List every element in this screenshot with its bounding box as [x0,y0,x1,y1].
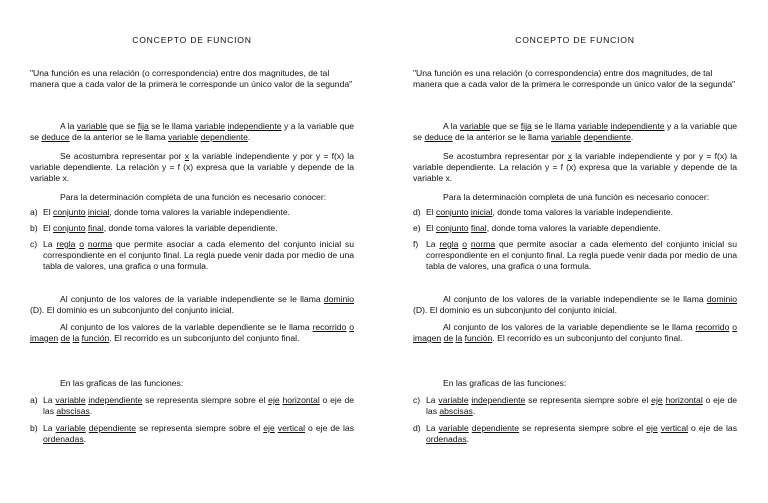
paragraph-recorrido [413,322,737,344]
paragraph-text: Al conjunto de los valores de la variable independiente se le llama [443,294,707,304]
graph-item-underlined-term: eje [646,423,658,433]
paragraph-underlined-term: función [81,333,110,343]
paragraph-underlined-term: variable [168,132,199,142]
list-marker: e) [413,223,421,233]
paragraph-underlined-term: independiente [610,121,665,131]
graph-item-underlined-term: eje [268,395,280,405]
list-item-text: El [426,223,437,233]
list-marker: b) [30,423,38,433]
graph-item-underlined-term: ordenadas [43,434,84,444]
page-title: CONCEPTO DE FUNCION [515,35,635,45]
paragraph-underlined-term: la [455,333,463,343]
paragraph-requirements: Para la determinación completa de una función es necesario conocer: [60,192,327,202]
paragraph-underlined-term: o [732,322,737,332]
graph-item-text: . [89,406,93,416]
paragraph-graphs: En las graficas de las funciones: [443,378,567,388]
list-item-text: El [43,207,54,217]
graph-item-underlined-term: dependiente [471,423,520,433]
list-item-text [426,239,737,272]
list-marker: b) [30,223,38,233]
paragraph-text: la variable independiente y por y = f(x) la variable dependiente. La relación y = f (x) expresa que la variable y depende de la variable x. [413,151,737,183]
list-item-text: , donde toma valores la variable independiente. [109,207,291,217]
graph-item-underlined-term: dependiente [88,423,137,433]
paragraph-text: . [630,132,634,142]
list-marker: c) [30,239,38,249]
paragraph-variables [413,121,737,143]
paragraph-text: Se acostumbra representar por [60,151,185,161]
paragraph-variables [30,121,354,143]
graph-item-underlined-term: variable [438,423,469,433]
graph-item-underlined-term: eje [263,423,275,433]
paragraph-text: (D). El dominio es un subconjunto del conjunto inicial. [413,305,617,315]
graph-item-text: La [426,395,439,405]
graph-item-text: La [426,423,439,433]
paragraph-dominio [413,294,737,316]
list-item-underlined-term: conjunto [436,223,469,233]
paragraph-underlined-term: fija [137,121,149,131]
list-item-underlined-term: conjunto [436,207,469,217]
paragraph-text: Al conjunto de los valores de la variable dependiente se le llama [443,322,696,332]
list-item-text: que permite asociar a cada elemento del conjunto inicial su correspondiente en el conjunto final. La regla puede venir dada por medio de una tabla de valores, una grafica o una formula. [43,239,355,271]
list-item-underlined-term: norma [87,239,113,249]
paragraph-underlined-term: variable [551,132,582,142]
graph-item-underlined-term: vertical [277,423,306,433]
paragraph-text: . El recorrido es un subconjunto del conjunto final. [109,333,300,343]
graph-item-underlined-term: variable [438,395,469,405]
list-item-text: que permite asociar a cada elemento del conjunto inicial su correspondiente en el conjunto final. La regla puede venir dada por medio de una tabla de valores, una grafica o una formula. [426,239,738,271]
paragraph-underlined-term: variable [459,121,490,131]
paragraph-text: se le llama [531,121,578,131]
paragraph-underlined-term: dependiente [200,132,248,142]
graph-item-underlined-term: horizontal [665,395,703,405]
list-item-text [43,207,354,218]
list-item-text [43,223,354,234]
definition-quote: "Una función es una relación (o correspondencia) entre dos magnitudes, de tal manera que a cada valor de la primera le corresponde un único valor de la segunda" [30,68,353,89]
graph-item-text: . [472,406,476,416]
paragraph-underlined-term: recorrido [695,322,730,332]
paragraph-text: . [247,132,251,142]
list-item-text [43,395,354,417]
paragraph-text: que se [106,121,138,131]
paragraph-underlined-term: x [567,151,572,161]
paragraph-text: Al conjunto de los valores de la variable dependiente se le llama [60,322,313,332]
graph-item-text: se representa siempre sobre el [519,423,647,433]
paragraph-notation [30,151,354,184]
graph-item-text: se representa siempre sobre el [136,423,264,433]
paragraph-underlined-term: fija [520,121,532,131]
graph-item-underlined-term: independiente [471,395,526,405]
list-item [413,207,737,218]
paragraph-requirements: Para la determinación completa de una función es necesario conocer: [443,192,710,202]
graph-item-underlined-term: ordenadas [426,434,467,444]
list-marker: a) [30,207,38,217]
graph-item-underlined-term: eje [651,395,663,405]
list-item-underlined-term: o [79,239,85,249]
paragraph-recorrido [30,322,354,344]
paragraph-text: que se [489,121,521,131]
paragraph-text: A la [60,121,77,131]
list-item-text: , donde toma valores la variable dependiente. [103,223,278,233]
list-item-text [43,423,354,445]
list-item-underlined-term: inicial [87,207,110,217]
paragraph-notation [413,151,737,184]
graph-list-item [30,423,354,445]
paragraph-underlined-term: recorrido [312,322,347,332]
paragraph-text: A la [443,121,460,131]
list-item-text [426,207,737,218]
paragraph-underlined-term: variable [577,121,609,131]
list-marker: d) [413,423,421,433]
paragraph-underlined-term: de [60,333,71,343]
paragraph-underlined-term: deduce [424,132,453,142]
list-marker: d) [413,207,421,217]
list-item-underlined-term: inicial [470,207,493,217]
list-item-text: , donde toma valores la variable dependiente. [486,223,661,233]
graph-item-text: o eje de las [688,423,737,433]
graph-item-underlined-term: abscisas [439,406,473,416]
paragraph-underlined-term: función [464,333,493,343]
list-item [30,223,354,234]
list-item-text: , donde toma valores la variable independiente. [492,207,674,217]
paragraph-text: se le llama [148,121,195,131]
graph-item-underlined-term: abscisas [56,406,90,416]
list-item-text: El [43,223,54,233]
graph-item-underlined-term: variable [55,395,86,405]
graph-item-text: o eje de las [43,395,354,416]
list-item [413,223,737,234]
graph-list-item [413,423,737,445]
graph-item-text: La [43,395,56,405]
list-item [30,239,354,272]
list-marker: c) [413,395,421,405]
list-item-text: La [426,239,440,249]
list-marker: a) [30,395,38,405]
paragraph-underlined-term: variable [76,121,107,131]
list-item-underlined-term: final [470,223,487,233]
paragraph-text: Al conjunto de los valores de la variable independiente se le llama [60,294,324,304]
graph-item-text: . [466,434,470,444]
list-item [30,207,354,218]
graph-item-text: se representa siempre sobre el [525,395,652,405]
paragraph-underlined-term: independiente [227,121,282,131]
paragraph-underlined-term: dependiente [583,132,631,142]
paragraph-text: Se acostumbra representar por [443,151,568,161]
paragraph-underlined-term: deduce [41,132,70,142]
list-item-underlined-term: final [87,223,104,233]
page-title: CONCEPTO DE FUNCION [132,35,252,45]
graph-item-text: . [83,434,87,444]
graph-item-underlined-term: variable [55,423,86,433]
list-item-underlined-term: conjunto [53,207,86,217]
graph-item-underlined-term: horizontal [282,395,320,405]
list-item-text [426,395,737,417]
list-item-underlined-term: regla [56,239,76,249]
paragraph-underlined-term: dominio [323,294,354,304]
graph-item-underlined-term: vertical [660,423,689,433]
list-item-text [426,423,737,445]
paragraph-text: de la anterior se le llama [452,132,552,142]
paragraph-underlined-term: imagen [413,333,442,343]
graph-list-item [413,395,737,417]
paragraph-underlined-term: x [184,151,189,161]
paragraph-underlined-term: variable [194,121,226,131]
list-item-text [43,239,354,272]
paragraph-underlined-term: de [443,333,454,343]
graph-list-item [30,395,354,417]
paragraph-graphs: En las graficas de las funciones: [60,378,184,388]
paragraph-underlined-term: la [72,333,80,343]
graph-item-underlined-term: independiente [88,395,143,405]
list-marker: f) [413,239,419,249]
paragraph-underlined-term: o [349,322,354,332]
paragraph-underlined-term: dominio [706,294,737,304]
graph-item-text: o eje de las [305,423,354,433]
paragraph-underlined-term: imagen [30,333,59,343]
list-item-underlined-term: o [462,239,468,249]
list-item-text: El [426,207,437,217]
graph-item-text: La [43,423,56,433]
paragraph-text: (D). El dominio es un subconjunto del conjunto inicial. [30,305,234,315]
list-item-underlined-term: conjunto [53,223,86,233]
graph-item-text: o eje de las [426,395,737,416]
paragraph-text: y a la variable que se [30,121,355,142]
paragraph-text: de la anterior se le llama [69,132,169,142]
list-item-text: La [43,239,57,249]
graph-item-text: se representa siempre sobre el [142,395,269,405]
definition-quote: "Una función es una relación (o correspondencia) entre dos magnitudes, de tal manera que a cada valor de la primera le corresponde un único valor de la segunda" [413,68,736,89]
list-item-underlined-term: norma [470,239,496,249]
list-item [413,239,737,272]
list-item-underlined-term: regla [439,239,459,249]
paragraph-dominio [30,294,354,316]
paragraph-text: la variable independiente y por y = f(x) la variable dependiente. La relación y = f (x) expresa que la variable y depende de la variable x. [30,151,354,183]
paragraph-text: . El recorrido es un subconjunto del conjunto final. [492,333,683,343]
paragraph-text: y a la variable que se [413,121,738,142]
list-item-text [426,223,737,234]
